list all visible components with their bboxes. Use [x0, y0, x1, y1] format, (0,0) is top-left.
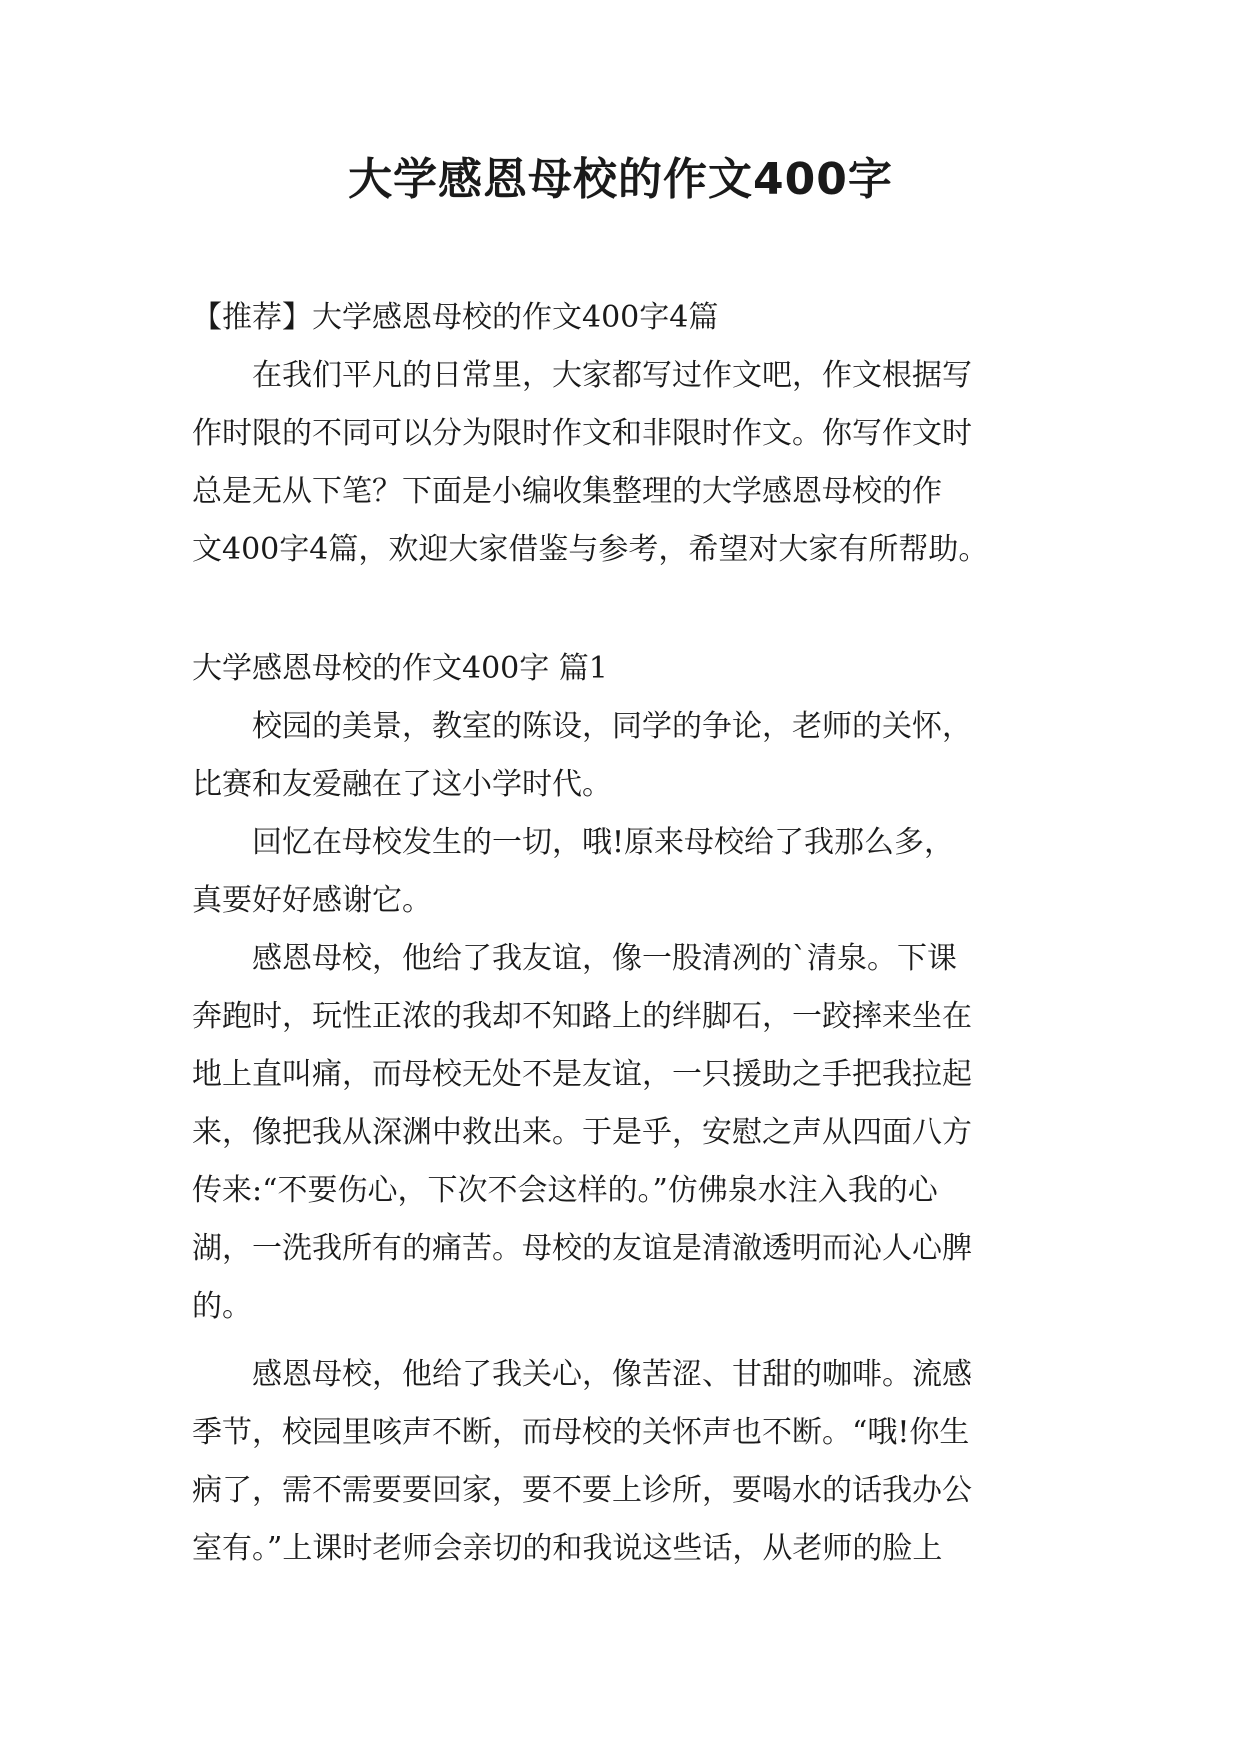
- essay-line: 奔跑时，玩性正浓的我却不知路上的绊脚石，一跤摔来坐在: [192, 999, 972, 1034]
- intro-line: 作时限的不同可以分为限时作文和非限时作文。你写作文时: [192, 416, 972, 451]
- essay-paragraph-2: [192, 814, 1052, 930]
- essay-line: 回忆在母校发生的一切，哦!原来母校给了我那么多，: [252, 825, 955, 860]
- essay-paragraph-1: [192, 698, 1052, 814]
- essay-line: 季节，校园里咳声不断，而母校的关怀声也不断。“哦!你生: [192, 1415, 970, 1450]
- essay-paragraph-3: [192, 930, 1052, 1336]
- essay-line: 传来:“不要伤心，下次不会这样的。”仿佛泉水注入我的心: [192, 1173, 938, 1208]
- essay-line: 比赛和友爱融在了这小学时代。: [192, 767, 612, 802]
- essay-line: 病了，需不需要要回家，要不要上诊所，要喝水的话我办公: [192, 1473, 972, 1508]
- essay-line: 湖，一洗我所有的痛苦。母校的友谊是清澈透明而沁人心脾: [192, 1231, 972, 1266]
- document-title: 大学感恩母校的作文400字: [348, 154, 893, 205]
- essay-paragraph-4: [192, 1346, 1052, 1578]
- intro-line: 文400字4篇，欢迎大家借鉴与参考，希望对大家有所帮助。: [192, 532, 989, 567]
- essay-body: [192, 698, 1052, 1578]
- essay-line: 真要好好感谢它。: [192, 883, 432, 918]
- intro-paragraph: [192, 347, 1052, 579]
- essay-line: 感恩母校，他给了我友谊，像一股清冽的`清泉。下课: [252, 941, 957, 976]
- essay-line: 感恩母校，他给了我关心，像苦涩、甘甜的咖啡。流感: [252, 1357, 972, 1392]
- section-heading: 大学感恩母校的作文400字 篇1: [192, 651, 608, 686]
- paragraph-spacer: [192, 1336, 1052, 1346]
- essay-line: 室有。”上课时老师会亲切的和我说这些话，从老师的脸上: [192, 1531, 943, 1566]
- intro-line: 总是无从下笔？下面是小编收集整理的大学感恩母校的作: [192, 474, 942, 509]
- essay-line: 的。: [192, 1289, 252, 1324]
- recommend-line: 【推荐】大学感恩母校的作文400字4篇: [192, 300, 719, 335]
- essay-line: 校园的美景，教室的陈设，同学的争论，老师的关怀，: [252, 709, 972, 744]
- intro-line: 在我们平凡的日常里，大家都写过作文吧，作文根据写: [252, 358, 972, 393]
- essay-line: 来，像把我从深渊中救出来。于是乎，安慰之声从四面八方: [192, 1115, 972, 1150]
- essay-line: 地上直叫痛，而母校无处不是友谊，一只援助之手把我拉起: [192, 1057, 972, 1092]
